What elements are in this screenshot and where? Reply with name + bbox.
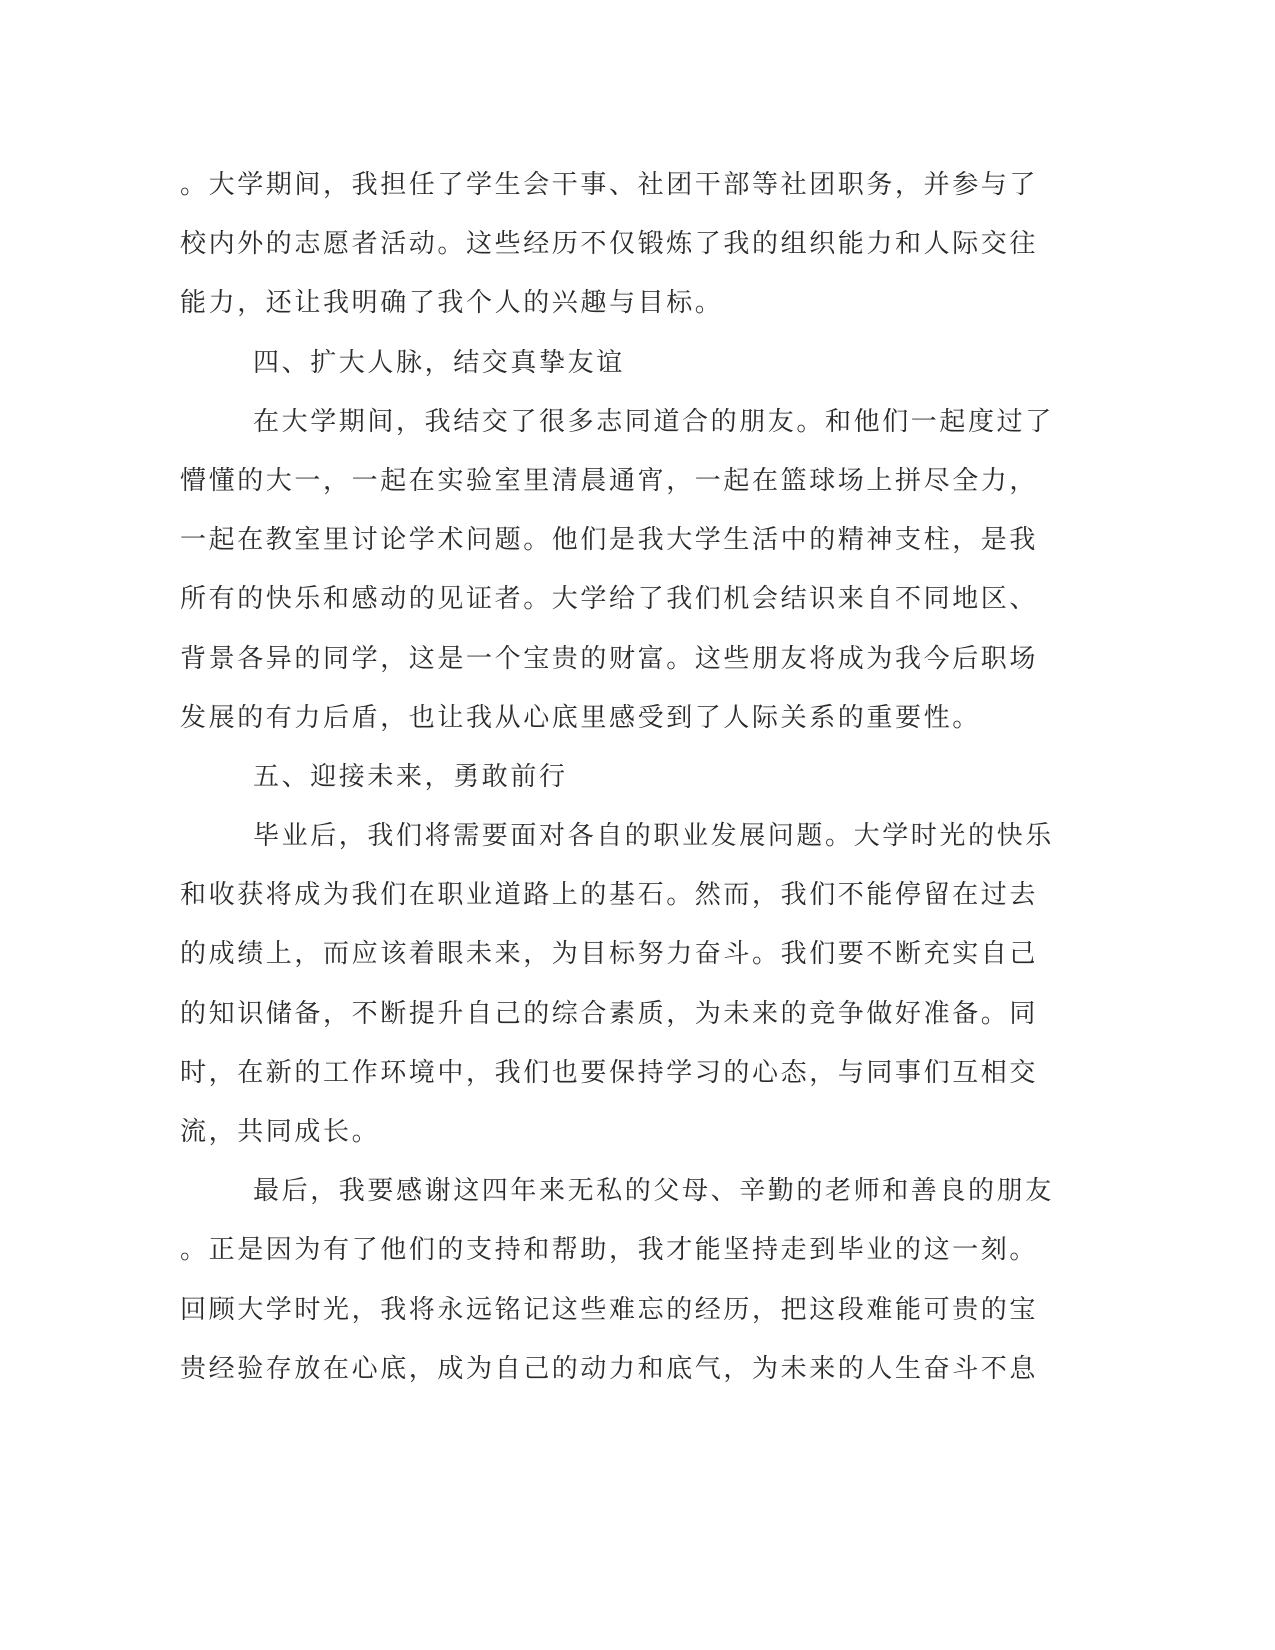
text-line: 。大学期间，我担任了学生会干事、社团干部等社团职务，并参与了 <box>180 170 1039 200</box>
document-body <box>180 156 1054 1399</box>
paragraph-start-line: 最后，我要感谢这四年来无私的父母、辛勤的老师和善良的朋友 <box>253 1176 1054 1207</box>
text-line: 回顾大学时光，我将永远铭记这些难忘的经历，把这段难能可贵的宝 <box>180 1294 1039 1325</box>
text-line: 时，在新的工作环境中，我们也要保持学习的心态，与同事们互相交 <box>180 1057 1039 1088</box>
text-line: 所有的快乐和感动的见证者。大学给了我们机会结识来自不同地区、 <box>180 584 1039 615</box>
text-line: 的知识储备，不断提升自己的综合素质，为未来的竞争做好准备。同 <box>180 998 1039 1029</box>
text-line: 。正是因为有了他们的支持和帮助，我才能坚持走到毕业的这一刻。 <box>180 1235 1039 1266</box>
text-line: 背景各异的同学，这是一个宝贵的财富。这些朋友将成为我今后职场 <box>180 643 1039 674</box>
text-line: 一起在教室里讨论学术问题。他们是我大学生活中的精神支柱，是我 <box>180 525 1039 556</box>
text-line: 懵懂的大一，一起在实验室里清晨通宵，一起在篮球场上拼尽全力， <box>180 465 1039 496</box>
text-line: 的成绩上，而应该着眼未来，为目标努力奋斗。我们要不断充实自己 <box>180 939 1039 970</box>
text-line: 校内外的志愿者活动。这些经历不仅锻炼了我的组织能力和人际交往 <box>180 229 1039 260</box>
paragraph-start-line: 五、迎接未来，勇敢前行 <box>253 761 568 792</box>
text-line: 能力，还让我明确了我个人的兴趣与目标。 <box>180 288 724 319</box>
text-line: 流，共同成长。 <box>180 1117 381 1147</box>
paragraph-start-line: 毕业后，我们将需要面对各自的职业发展问题。大学时光的快乐 <box>253 821 1054 852</box>
text-line: 贵经验存放在心底，成为自己的动力和底气，为未来的人生奋斗不息 <box>180 1353 1039 1384</box>
text-line: 和收获将成为我们在职业道路上的基石。然而，我们不能停留在过去 <box>180 880 1039 911</box>
paragraph-start-line: 在大学期间，我结交了很多志同道合的朋友。和他们一起度过了 <box>253 406 1054 437</box>
paragraph-start-line: 四、扩大人脉，结交真挚友谊 <box>253 347 625 378</box>
text-line: 发展的有力后盾，也让我从心底里感受到了人际关系的重要性。 <box>180 702 981 733</box>
